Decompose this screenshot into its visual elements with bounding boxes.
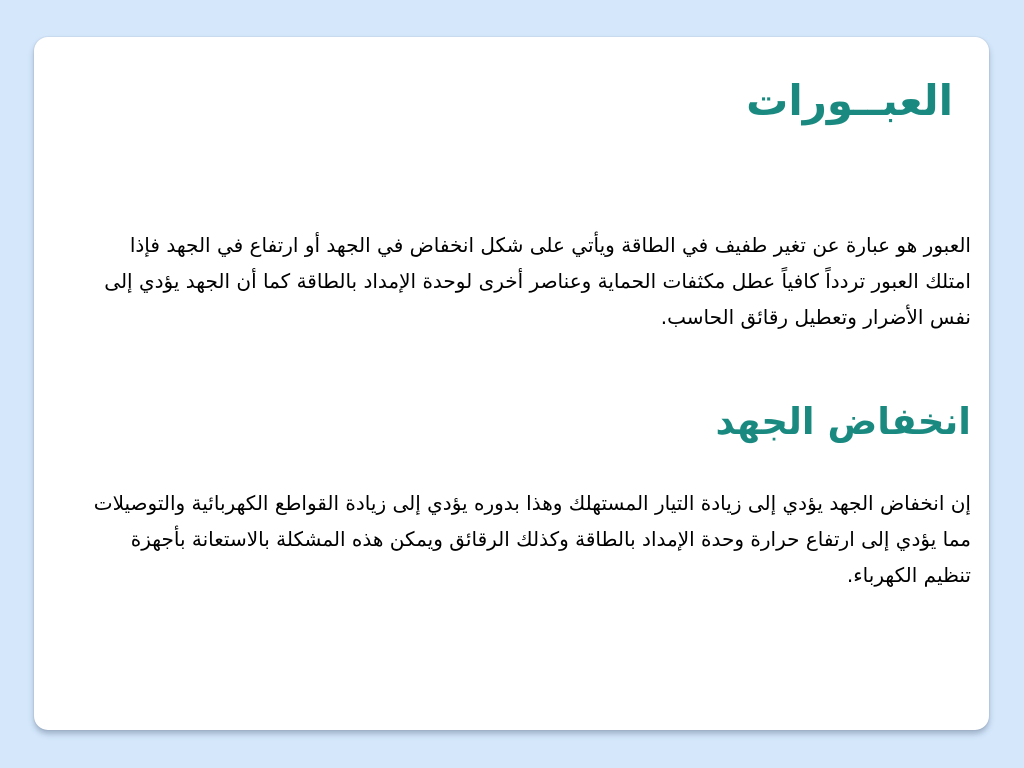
section-paragraph: إن انخفاض الجهد يؤدي إلى زيادة التيار المستهلك وهذا بدوره يؤدي إلى زيادة القواطع الكهربائية والتوصيلات مما يؤدي إلى ارتفاع حرارة وحدة الإمداد بالطاقة وكذلك الرقائق ويمكن هذه المشكلة بالاستعانة بأجهزة تنظيم الكهرباء. bbox=[93, 491, 971, 587]
intro-paragraph: العبور هو عبارة عن تغير طفيف في الطاقة ويأتي على شكل انخفاض في الجهد أو ارتفاع في الجهد فإذا امتلك العبور تردداً كافياً عطل مكثفات الحماية وعناصر أخرى لوحدة الإمداد بالطاقة كما أن الجهد يؤدي إلى نفس الأضرار وتعطيل رقائق الحاسب. bbox=[104, 233, 971, 329]
slide-card bbox=[34, 37, 989, 730]
slide-title: العبــورات bbox=[746, 76, 953, 125]
section-heading: انخفاض الجهد bbox=[715, 400, 971, 443]
